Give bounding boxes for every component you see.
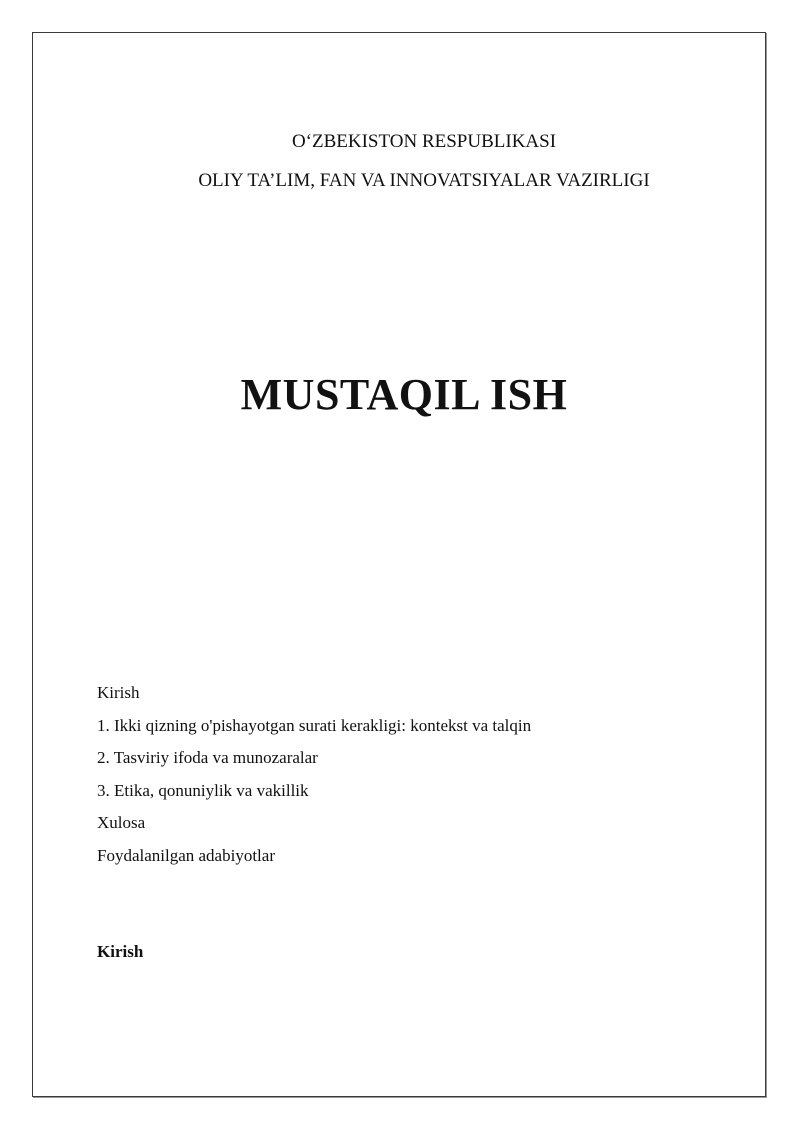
ministry-country-line: O‘ZBEKISTON RESPUBLIKASI <box>291 131 557 152</box>
toc-item-introduction: Kirish <box>97 683 140 702</box>
ministry-name-line: OLIY TA’LIM, FAN VA INNOVATSIYALAR VAZIRLIGI <box>198 170 650 191</box>
section-heading-introduction: Kirish <box>97 942 144 961</box>
toc-item-references: Foydalanilgan adabiyotlar <box>97 845 275 865</box>
toc-item-conclusion: Xulosa <box>97 813 146 833</box>
table-of-contents <box>97 683 531 879</box>
toc-item-1: 1. Ikki qizning o'pishayotgan surati kerakligi: kontekst va talqin <box>97 715 532 735</box>
toc-item-2: 2. Tasviriy ifoda va munozaralar <box>97 748 318 768</box>
toc-item-3: 3. Etika, qonuniylik va vakillik <box>97 780 309 800</box>
document-title: MUSTAQIL ISH <box>240 370 568 419</box>
